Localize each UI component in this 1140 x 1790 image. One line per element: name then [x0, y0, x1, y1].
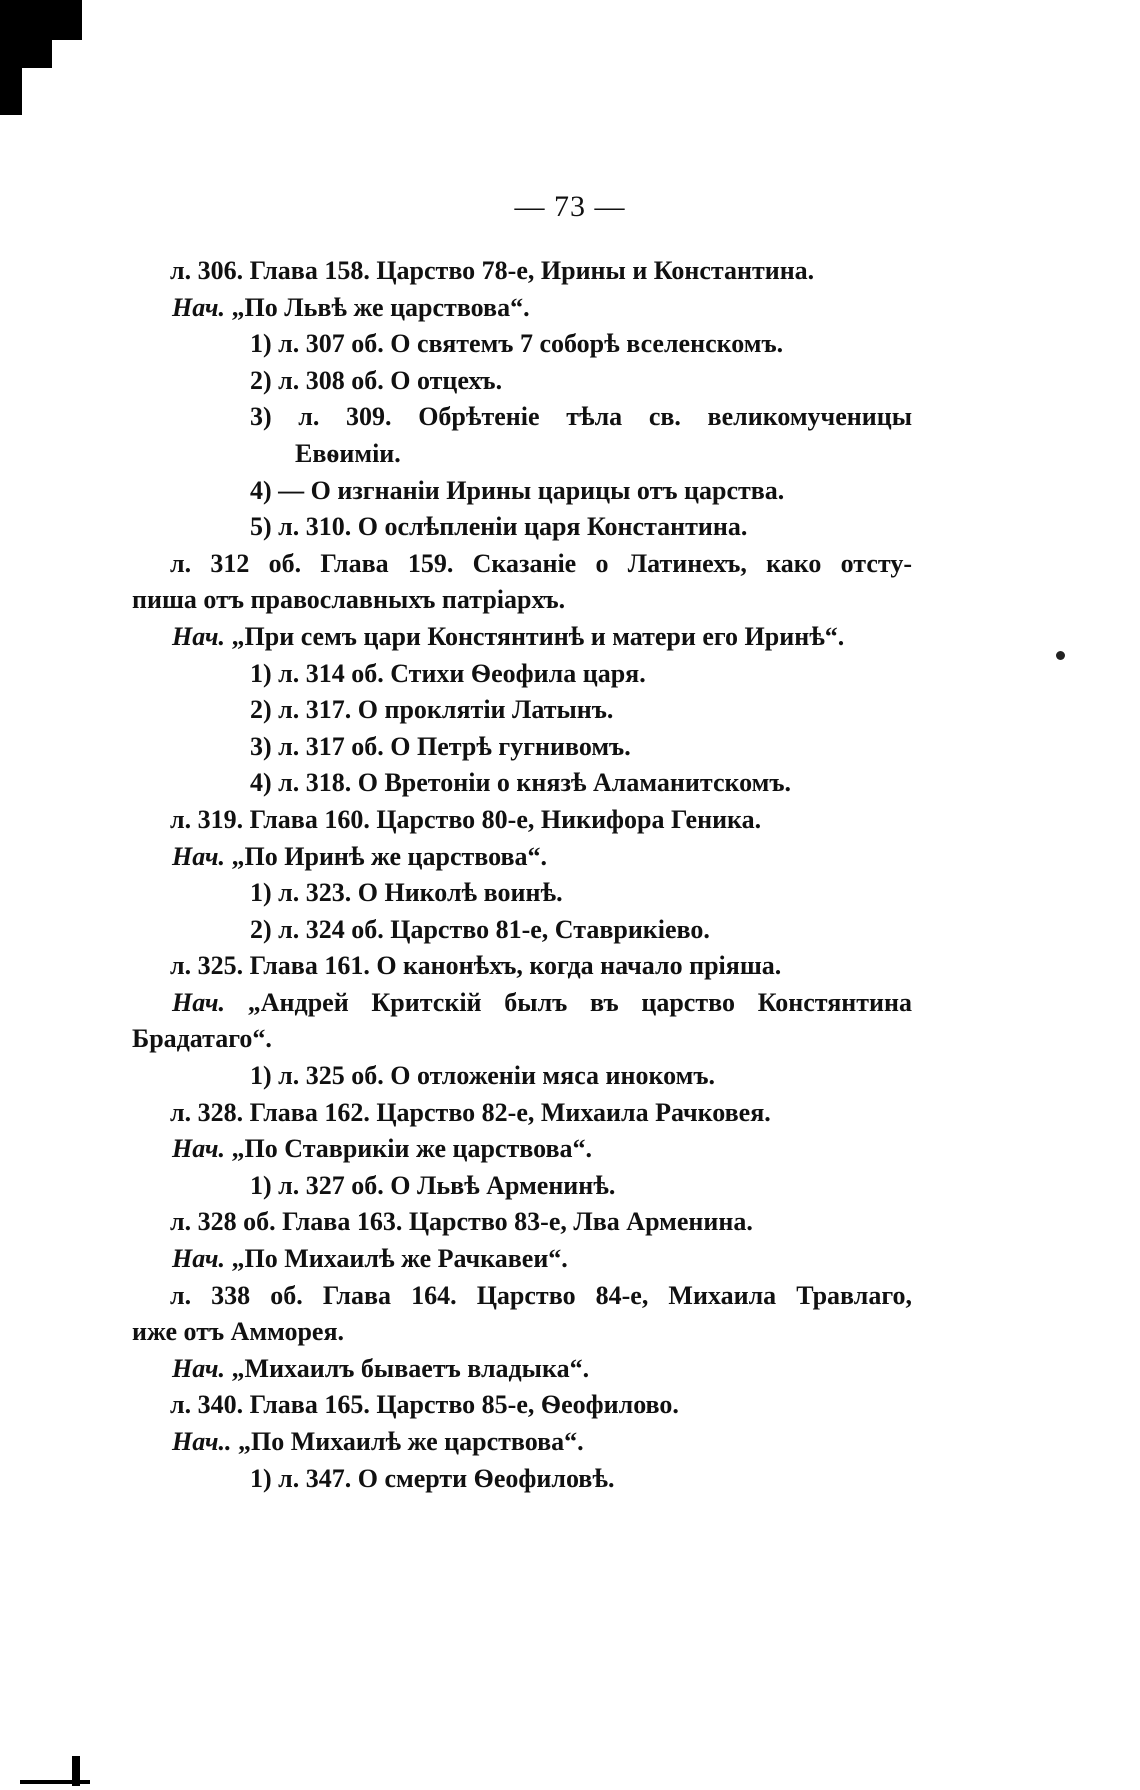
incipit-label: Нач.: [172, 292, 226, 322]
entry-item: 1) л. 307 об. О святемъ 7 соборѣ вселенскомъ.: [250, 329, 784, 359]
entry-item: 4) л. 318. О Вретоніи о князѣ Аламанитскомъ.: [250, 768, 791, 798]
incipit-label: Нач.: [172, 1134, 226, 1164]
entry-continued: пиша отъ православныхъ патріархъ.: [132, 585, 566, 615]
scan-speck: [1056, 651, 1065, 660]
entry-item: 2) л. 324 об. Царство 81-е, Ставрикіево.: [250, 914, 710, 944]
incipit-label: Нач..: [172, 1427, 232, 1456]
entry-incipit: [132, 290, 912, 327]
incipit-label: Нач.: [172, 621, 226, 651]
entry-incipit: [132, 619, 912, 656]
incipit-label: Нач.: [172, 1353, 226, 1383]
entry-heading: л. 312 об. Глава 159. Сказаніе о Латинехъ, како отсту-: [170, 548, 912, 578]
entry-heading: л. 340. Глава 165. Царство 85-е, Ѳеофилово.: [170, 1390, 679, 1420]
entry-item-continued: Евѳиміи.: [295, 438, 401, 468]
entry-incipit: [132, 985, 912, 1022]
entry-item: 5) л. 310. О ослѣпленіи царя Константина.: [250, 512, 748, 542]
entry-item: 1) л. 314 об. Стихи Ѳеофила царя.: [250, 658, 646, 688]
incipit-text: „Андрей Критскій былъ въ царство Констянтина: [247, 987, 912, 1017]
incipit-text: „По Михаилѣ же Рачкавеи“.: [231, 1244, 568, 1274]
entry-incipit: [132, 1351, 912, 1388]
entry-heading: л. 319. Глава 160. Царство 80-е, Никифора Геника.: [170, 804, 762, 834]
entry-item: 1) л. 347. О смерти Ѳеофиловѣ.: [250, 1463, 615, 1493]
entry-item: 4) — О изгнаніи Ирины царицы отъ царства.: [250, 475, 785, 505]
entry-item: 1) л. 327 об. О Львѣ Арменинѣ.: [250, 1170, 616, 1200]
scan-edge-mark: [22, 40, 52, 68]
catalog-text: [132, 253, 912, 1497]
entry-heading: л. 306. Глава 158. Царство 78-е, Ирины и Константина.: [170, 256, 815, 285]
incipit-text: „По Ставрикіи же царствова“.: [231, 1134, 593, 1164]
entry-incipit: [132, 839, 912, 876]
entry-heading: л. 328. Глава 162. Царство 82-е, Михаила Рачковея.: [170, 1097, 771, 1127]
incipit-text: „По Иринѣ же царствова“.: [231, 841, 548, 871]
incipit-text: „По Львѣ же царствова“.: [231, 292, 530, 322]
entry-item: 2) л. 308 об. О отцехъ.: [250, 365, 503, 395]
incipit-label: Нач.: [172, 1244, 226, 1274]
entry-item: 3) л. 317 об. О Петрѣ гугнивомъ.: [250, 731, 631, 761]
entry-heading: л. 325. Глава 161. О канонѣхъ, когда начало пріяша.: [170, 951, 782, 981]
scan-edge-mark: [0, 0, 22, 115]
entry-continued: Брадатаго“.: [132, 1024, 272, 1054]
incipit-text: „Михаилъ бываетъ владыка“.: [231, 1353, 590, 1383]
page-number: — 73 —: [514, 190, 626, 223]
entry-continued: иже отъ Амморея.: [132, 1317, 345, 1347]
incipit-text: „При семъ цари Констянтинѣ и матери его Иринѣ“.: [231, 621, 845, 651]
entry-item: 1) л. 323. О Николѣ воинѣ.: [250, 878, 563, 908]
entry-incipit: [132, 1424, 912, 1461]
scan-edge-mark: [22, 0, 82, 40]
incipit-label: Нач.: [172, 841, 226, 871]
entry-heading: л. 328 об. Глава 163. Царство 83-е, Лва Арменина.: [170, 1207, 753, 1237]
incipit-text: „По Михаилѣ же царствова“.: [238, 1427, 584, 1456]
incipit-label: Нач.: [172, 987, 226, 1017]
entry-item: 2) л. 317. О проклятіи Латынъ.: [250, 695, 614, 725]
entry-item: 3) л. 309. Обрѣтеніе тѣла св. великомученицы: [250, 402, 912, 432]
entry-item: 1) л. 325 об. О отложеніи мяса инокомъ.: [250, 1061, 716, 1091]
entry-heading: л. 338 об. Глава 164. Царство 84-е, Михаила Травлаго,: [170, 1280, 912, 1310]
entry-incipit: [132, 1131, 912, 1168]
entry-incipit: [132, 1241, 912, 1278]
scan-edge-mark: [20, 1780, 90, 1784]
